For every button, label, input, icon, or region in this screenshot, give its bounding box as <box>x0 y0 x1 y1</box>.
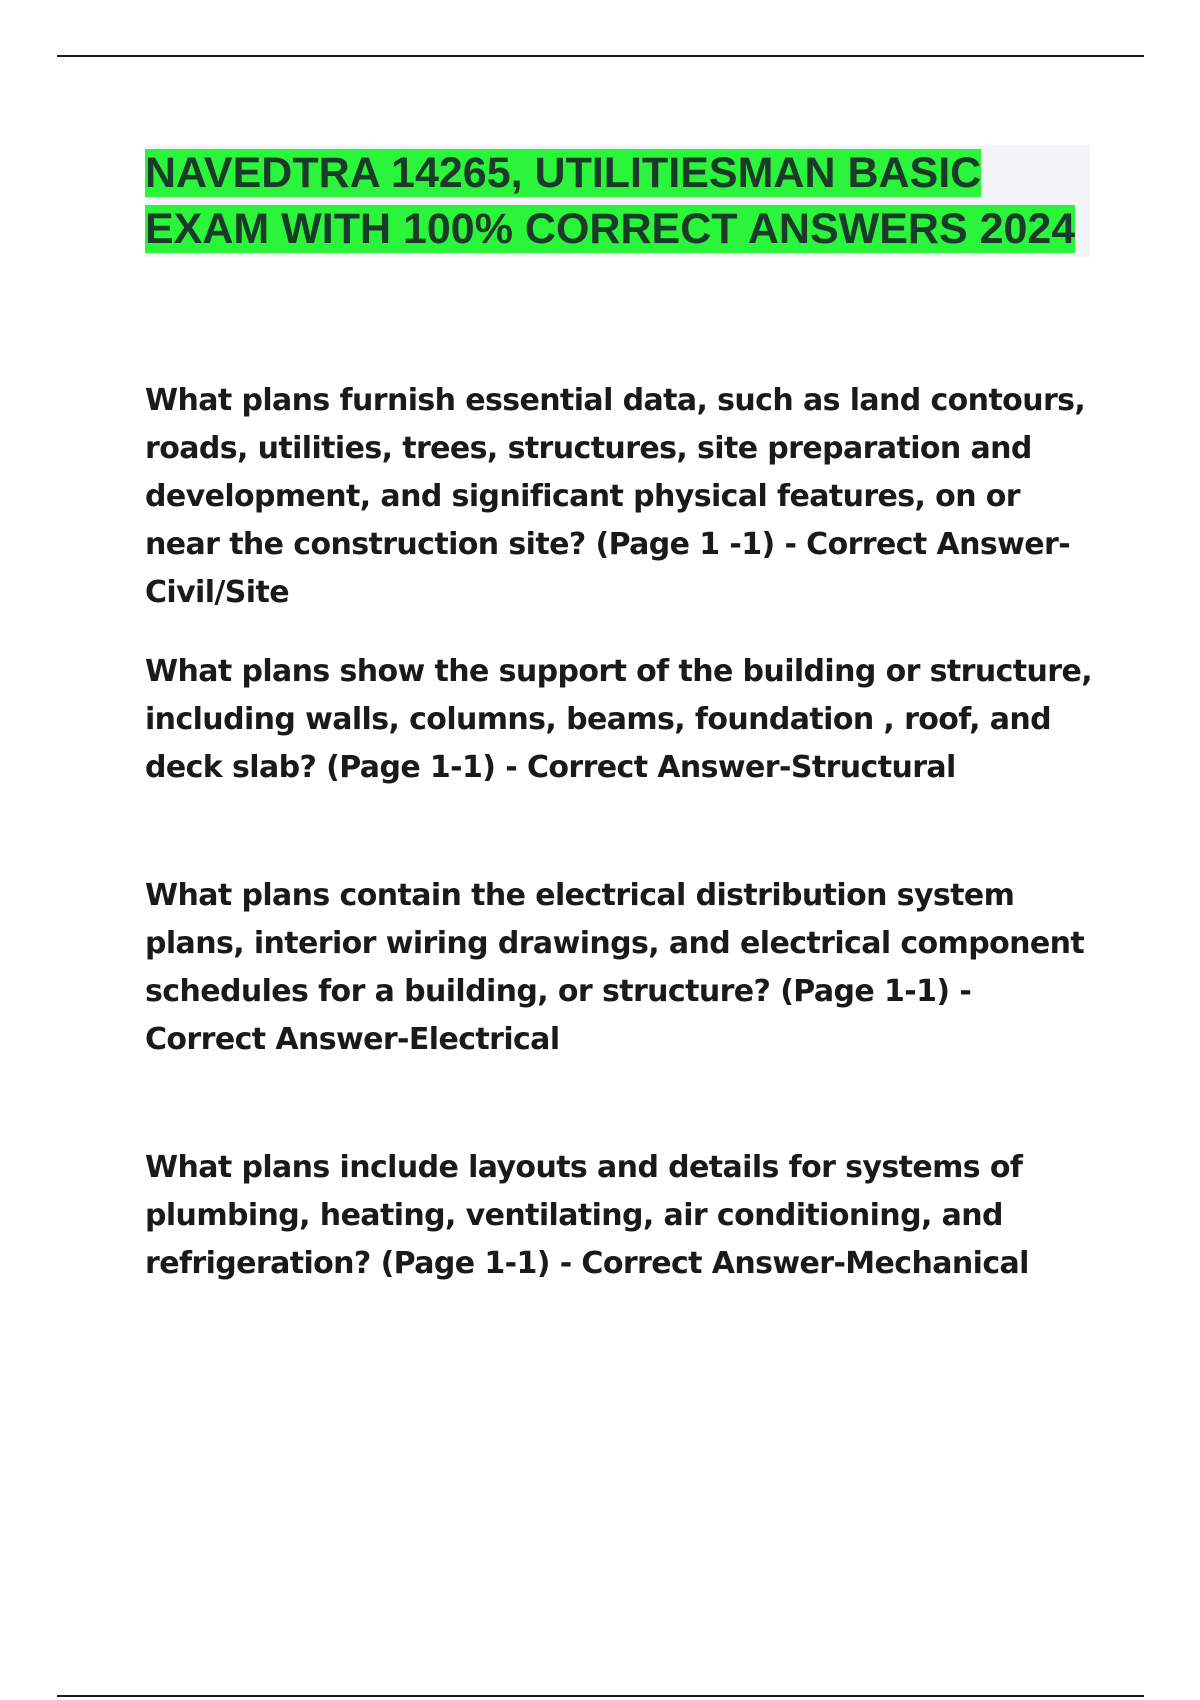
top-divider <box>57 55 1144 57</box>
question-answer-1: What plans furnish essential data, such as land contours, roads, utilities, trees, structures, site preparation and development, and significant physical features, on or near the construction site? (Page 1 -1) - Correct Answer-Civil/Site <box>145 383 1086 610</box>
question-answer-2: What plans show the support of the building or structure, including walls, columns, beams, foundation , roof, and deck slab? (Page 1-1) - Correct Answer-Structural <box>145 654 1093 785</box>
question-answer-3: What plans contain the electrical distribution system plans, interior wiring drawings, and electrical component schedules for a building, or structure? (Page 1-1) - Correct Answer-Electrical <box>145 878 1085 1057</box>
title-block <box>145 145 1090 257</box>
question-answer-4: What plans include layouts and details for systems of plumbing, heating, ventilating, air conditioning, and refrigeration? (Page 1-1) - Correct Answer-Mechanical <box>145 1150 1029 1281</box>
document-title-text: NAVEDTRA 14265, UTILITIESMAN BASIC EXAM WITH 100% CORRECT ANSWERS 2024 <box>145 149 1076 253</box>
bottom-divider <box>57 1695 1144 1697</box>
document-title <box>145 145 1090 257</box>
